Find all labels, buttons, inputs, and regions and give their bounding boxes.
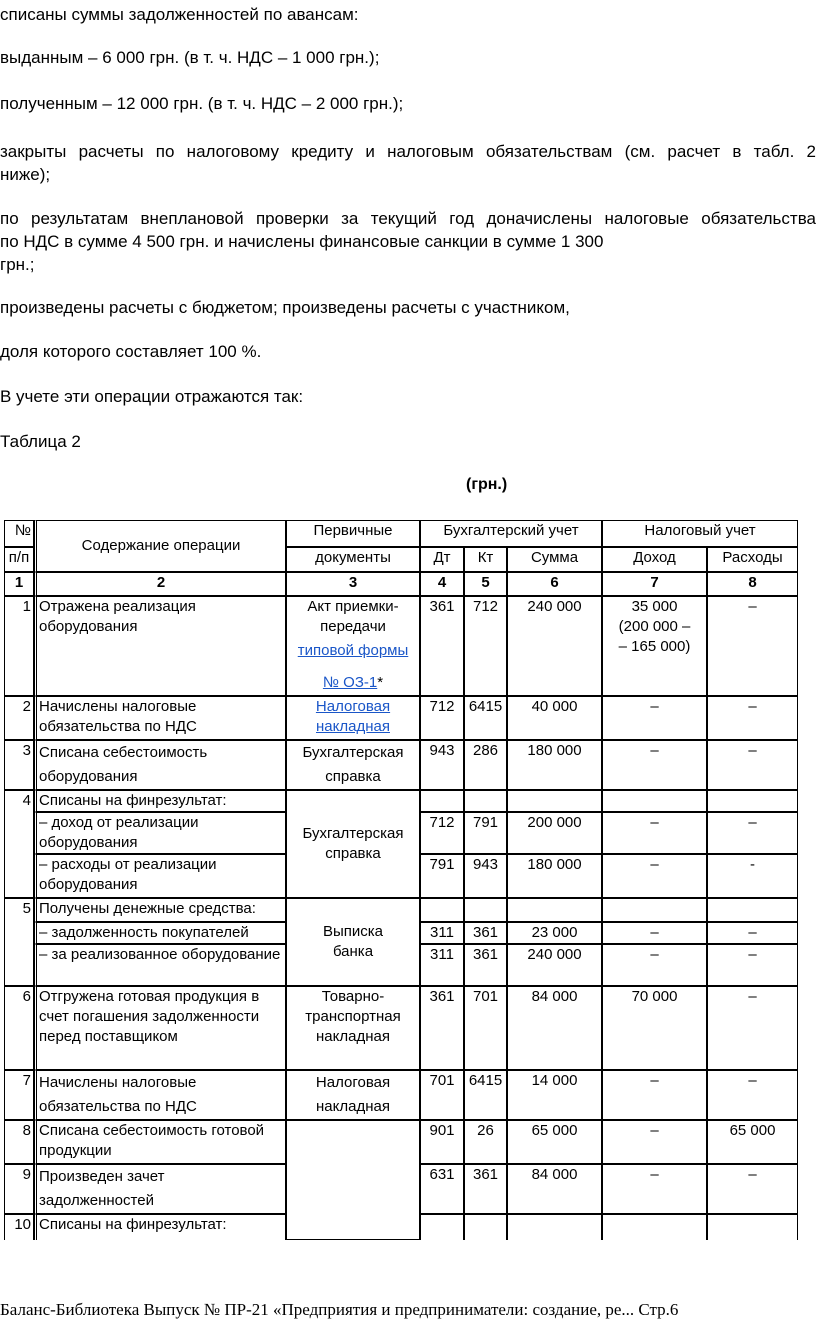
expenses: – <box>707 1070 798 1120</box>
operation-content: Списаны на финрезультат: <box>34 790 286 812</box>
amount: 180 000 <box>507 854 602 898</box>
row-number: 6 <box>4 986 34 1070</box>
expenses: – <box>707 1164 798 1214</box>
doc-line: Выписка <box>322 923 384 940</box>
page-footer: Баланс-Библиотека Выпуск № ПР-21 «Предприятия и предприниматели: создание, ре... Стр.6 <box>0 1300 679 1319</box>
paragraph: доля которого составляет 100 %. <box>0 342 262 361</box>
operation-subitem: – задолженность покупателей <box>34 922 286 944</box>
doc-form-number-link[interactable]: № ОЗ-1 <box>322 674 378 691</box>
income: – <box>602 740 707 790</box>
doc-line: Бухгалтерская <box>302 825 404 842</box>
income: – <box>602 944 707 986</box>
operation-content: Отражена реализация оборудования <box>34 596 286 696</box>
operation-content: Списана себестоимость оборудования <box>34 740 286 790</box>
income: – <box>602 854 707 898</box>
operation-content: Начислены налоговые обязательства по НДС <box>34 696 286 740</box>
paragraph: ниже); <box>0 165 51 184</box>
amount: 23 000 <box>507 922 602 944</box>
primary-document <box>286 790 420 898</box>
primary-document <box>286 1070 420 1120</box>
paragraph: грн.; <box>0 255 35 274</box>
column-number: 1 <box>4 572 34 596</box>
row-number: 1 <box>4 596 34 696</box>
credit: 791 <box>464 812 507 854</box>
header-docs: Первичные <box>286 520 420 547</box>
table-row <box>4 898 798 922</box>
debit: 701 <box>420 1070 464 1120</box>
table-caption: Таблица 2 <box>0 432 81 451</box>
doc-line: Бухгалтерская <box>302 744 404 761</box>
doc-line: Акт приемки- <box>307 598 399 615</box>
expenses: – <box>707 812 798 854</box>
table-row <box>4 790 798 812</box>
debit: 361 <box>420 596 464 696</box>
primary-document <box>286 1120 420 1240</box>
doc-form-link[interactable]: типовой формы <box>297 642 409 659</box>
expenses: - <box>707 854 798 898</box>
operations-table <box>4 520 798 1240</box>
expenses: – <box>707 922 798 944</box>
column-number: 2 <box>34 572 286 596</box>
header-accounting: Бухгалтерский учет <box>420 520 602 547</box>
doc-line: Налоговая <box>315 1074 391 1091</box>
column-number: 7 <box>602 572 707 596</box>
paragraph: по результатам внеплановой проверки за текущий год доначислены налоговые обязательства <box>0 209 816 228</box>
primary-document <box>286 986 420 1070</box>
credit: 701 <box>464 986 507 1070</box>
income: – <box>602 1070 707 1120</box>
operation-subitem: – расходы от реализации оборудования <box>34 854 286 898</box>
amount: 200 000 <box>507 812 602 854</box>
row-number: 5 <box>4 898 34 986</box>
credit: 712 <box>464 596 507 696</box>
table-row <box>4 740 798 790</box>
header-num-bottom: п/п <box>4 547 34 572</box>
debit: 311 <box>420 922 464 944</box>
header-num: № <box>4 520 34 547</box>
amount: 14 000 <box>507 1070 602 1120</box>
paragraph: по НДС в сумме 4 500 грн. и начислены финансовые санкции в сумме 1 300 <box>0 232 604 251</box>
credit: 26 <box>464 1120 507 1164</box>
income: – <box>602 1120 707 1164</box>
header-sum: Сумма <box>507 547 602 572</box>
debit: 901 <box>420 1120 464 1164</box>
amount: 240 000 <box>507 944 602 986</box>
header-income: Доход <box>602 547 707 572</box>
table-row <box>4 986 798 1070</box>
header-expenses: Расходы <box>707 547 798 572</box>
primary-document <box>286 696 420 740</box>
doc-line: Товарно- <box>321 988 385 1005</box>
primary-document <box>286 596 420 696</box>
operation-subitem: – за реализованное оборудование <box>34 944 286 986</box>
row-number: 8 <box>4 1120 34 1164</box>
income <box>602 596 707 696</box>
income-line: – 165 000) <box>618 638 691 655</box>
debit: 631 <box>420 1164 464 1214</box>
header-tax: Налоговый учет <box>602 520 798 547</box>
operation-content: Получены денежные средства: <box>34 898 286 922</box>
operation-content: Списана себестоимость готовой продукции <box>34 1120 286 1164</box>
amount: 240 000 <box>507 596 602 696</box>
income-line: 35 000 <box>631 598 678 615</box>
debit: 712 <box>420 696 464 740</box>
row-number: 4 <box>4 790 34 898</box>
income: 70 000 <box>602 986 707 1070</box>
doc-line: справка <box>325 845 381 862</box>
column-number: 5 <box>464 572 507 596</box>
expenses: – <box>707 596 798 696</box>
debit: 311 <box>420 944 464 986</box>
amount: 65 000 <box>507 1120 602 1164</box>
amount: 40 000 <box>507 696 602 740</box>
doc-line: банка <box>332 943 374 960</box>
table-row <box>4 1070 798 1120</box>
expenses: – <box>707 740 798 790</box>
tax-invoice-link[interactable]: накладная <box>316 718 390 735</box>
expenses: – <box>707 986 798 1070</box>
income: – <box>602 812 707 854</box>
column-number-row <box>4 572 798 596</box>
operation-subitem: – доход от реализации оборудования <box>34 812 286 854</box>
header-docs-bottom: документы <box>286 547 420 572</box>
credit: 361 <box>464 944 507 986</box>
table-row <box>4 1120 798 1164</box>
credit: 286 <box>464 740 507 790</box>
income: – <box>602 1164 707 1214</box>
operation-content: Отгружена готовая продукция в счет погашения задолженности перед поставщиком <box>34 986 286 1070</box>
paragraph: выданным – 6 000 грн. (в т. ч. НДС – 1 000 грн.); <box>0 48 380 67</box>
paragraph: произведены расчеты с бюджетом; произведены расчеты с участником, <box>0 298 570 317</box>
paragraph: закрыты расчеты по налоговому кредиту и налоговым обязательствам (см. расчет в табл. 2 <box>0 142 816 161</box>
row-number: 7 <box>4 1070 34 1120</box>
credit: 361 <box>464 922 507 944</box>
income-line: (200 000 – <box>618 618 691 635</box>
amount: 180 000 <box>507 740 602 790</box>
credit: 6415 <box>464 696 507 740</box>
column-number: 4 <box>420 572 464 596</box>
table-row <box>4 696 798 740</box>
debit: 361 <box>420 986 464 1070</box>
operation-content: Произведен зачет задолженностей <box>34 1164 286 1214</box>
row-number: 10 <box>4 1214 34 1240</box>
asterisk: * <box>377 674 384 691</box>
header-kt: Кт <box>464 547 507 572</box>
unit-label: (грн.) <box>466 476 508 493</box>
row-number: 2 <box>4 696 34 740</box>
tax-invoice-link[interactable]: Налоговая <box>315 698 391 715</box>
expenses: – <box>707 944 798 986</box>
operation-content: Начислены налоговые обязательства по НДС <box>34 1070 286 1120</box>
column-number: 3 <box>286 572 420 596</box>
paragraph: списаны суммы задолженностей по авансам: <box>0 5 359 24</box>
paragraph: полученным – 12 000 грн. (в т. ч. НДС – 2 000 грн.); <box>0 94 404 113</box>
operation-content: Списаны на финрезультат: <box>34 1214 286 1240</box>
credit: 6415 <box>464 1070 507 1120</box>
row-number: 9 <box>4 1164 34 1214</box>
income: – <box>602 922 707 944</box>
doc-line: передачи <box>320 618 386 635</box>
doc-line: накладная <box>316 1098 390 1115</box>
expenses: 65 000 <box>707 1120 798 1164</box>
amount: 84 000 <box>507 1164 602 1214</box>
doc-line: накладная <box>316 1028 390 1045</box>
debit: 791 <box>420 854 464 898</box>
doc-line: транспортная <box>305 1008 401 1025</box>
row-number: 3 <box>4 740 34 790</box>
paragraph: В учете эти операции отражаются так: <box>0 387 304 406</box>
primary-document <box>286 898 420 986</box>
debit: 943 <box>420 740 464 790</box>
amount: 84 000 <box>507 986 602 1070</box>
header-dt: Дт <box>420 547 464 572</box>
credit: 943 <box>464 854 507 898</box>
column-number: 6 <box>507 572 602 596</box>
header-content: Содержание операции <box>34 520 286 572</box>
credit: 361 <box>464 1164 507 1214</box>
doc-line: справка <box>325 768 381 785</box>
table-row <box>4 596 798 696</box>
expenses: – <box>707 696 798 740</box>
income: – <box>602 696 707 740</box>
column-number: 8 <box>707 572 798 596</box>
primary-document <box>286 740 420 790</box>
debit: 712 <box>420 812 464 854</box>
